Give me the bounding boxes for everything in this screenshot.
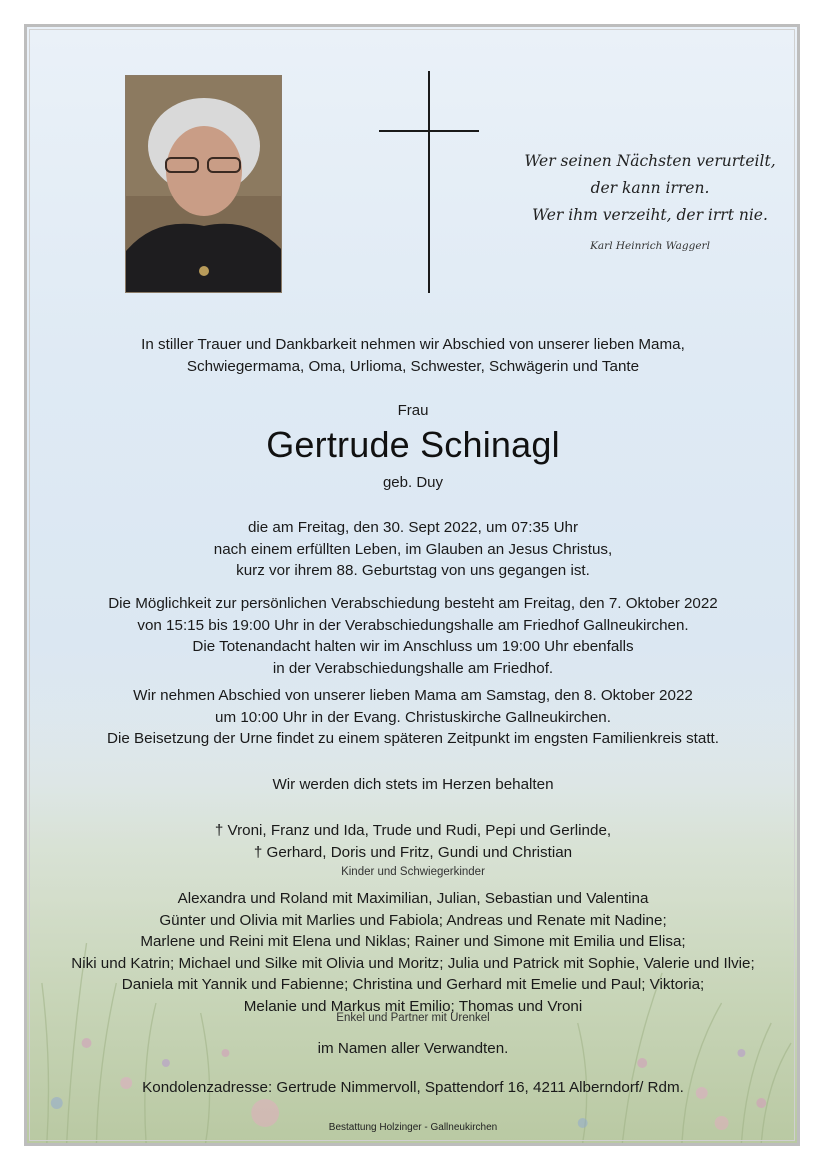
grandchildren-list xyxy=(0,888,826,1017)
birth-name: geb. Duy xyxy=(382,474,444,491)
intro-line: In stiller Trauer und Dankbarkeit nehmen wir Abschied von unserer lieben Mama, xyxy=(141,336,685,353)
death-line: nach einem erfüllten Leben, im Glauben an Jesus Christus, xyxy=(213,540,613,558)
children-line: † Gerhard, Doris und Fritz, Gundi und Christian xyxy=(253,843,573,861)
grandchildren-label: Enkel und Partner mit Urenkel xyxy=(336,1012,490,1024)
children-list xyxy=(0,820,826,863)
farewell-line: in der Verabschiedungshalle am Friedhof. xyxy=(272,659,554,677)
service-line: Die Beisetzung der Urne findet zu einem späteren Zeitpunkt im engsten Familienkreis statt. xyxy=(106,730,720,747)
grandchildren-line: Melanie und Markus mit Emilio; Thomas und Vroni xyxy=(243,997,583,1015)
quote-line: der kann irren. xyxy=(590,179,710,197)
grandchildren-line: Günter und Olivia mit Marlies und Fabiola; Andreas und Renate mit Nadine; xyxy=(159,911,667,929)
service-line: um 10:00 Uhr in der Evang. Christuskirche Gallneukirchen. xyxy=(215,708,611,726)
intro-text xyxy=(0,334,826,377)
grandchildren-line: Niki und Katrin; Michael und Silke mit Olivia und Moritz; Julia und Patrick mit Sophie, Valerie und Ilvie; xyxy=(71,954,755,972)
farewell-service xyxy=(0,685,826,750)
death-line: kurz vor ihrem 88. Geburtstag von uns gegangen ist. xyxy=(236,562,590,579)
deceased-name: Gertrude Schinagl xyxy=(266,424,560,465)
quote-line: Wer seinen Nächsten verurteilt, xyxy=(524,152,776,170)
farewell-line: Die Totenandacht halten wir im Anschluss um 19:00 Uhr ebenfalls xyxy=(192,638,634,655)
children-line: † Vroni, Franz und Ida, Trude und Rudi, Pepi und Gerlinde, xyxy=(214,822,612,839)
portrait-image xyxy=(126,76,282,293)
condolence-address: Kondolenzadresse: Gertrude Nimmervoll, Spattendorf 16, 4211 Alberndorf/ Rdm. xyxy=(142,1079,684,1096)
relatives-line: im Namen aller Verwandten. xyxy=(317,1040,509,1057)
grandchildren-line: Alexandra und Roland mit Maximilian, Julian, Sebastian und Valentina xyxy=(177,890,649,907)
children-label: Kinder und Schwiegerkinder xyxy=(341,866,485,878)
cross-vertical xyxy=(428,71,430,293)
grandchildren-line: Daniela mit Yannik und Fabienne; Christina und Gerhard mit Emelie und Paul; Viktoria; xyxy=(121,976,705,993)
undertaker: Bestattung Holzinger - Gallneukirchen xyxy=(328,1122,498,1133)
farewell-line: von 15:15 bis 19:00 Uhr in der Verabschiedungshalle am Friedhof Gallneukirchen. xyxy=(137,616,689,634)
grandchildren-line: Marlene und Reini mit Elena und Niklas; Rainer und Simone mit Emilia und Elisa; xyxy=(140,933,686,950)
quote-line: Wer ihm verzeiht, der irrt nie. xyxy=(532,206,768,224)
farewell-line: Die Möglichkeit zur persönlichen Verabschiedung besteht am Freitag, den 7. Oktober 2022 xyxy=(108,595,718,612)
death-line: die am Freitag, den 30. Sept 2022, um 07:35 Uhr xyxy=(247,519,579,536)
salutation: Frau xyxy=(397,402,429,419)
portrait-photo xyxy=(125,75,282,293)
cross-horizontal xyxy=(379,130,479,132)
quote xyxy=(500,148,800,229)
intro-line: Schwiegermama, Oma, Urlioma, Schwester, Schwägerin und Tante xyxy=(186,357,640,375)
hearts-line: Wir werden dich stets im Herzen behalten xyxy=(272,776,554,793)
farewell-viewing xyxy=(0,593,826,679)
service-line: Wir nehmen Abschied von unserer lieben Mama am Samstag, den 8. Oktober 2022 xyxy=(133,687,693,704)
death-text xyxy=(0,517,826,582)
quote-author: Karl Heinrich Waggerl xyxy=(590,240,710,252)
